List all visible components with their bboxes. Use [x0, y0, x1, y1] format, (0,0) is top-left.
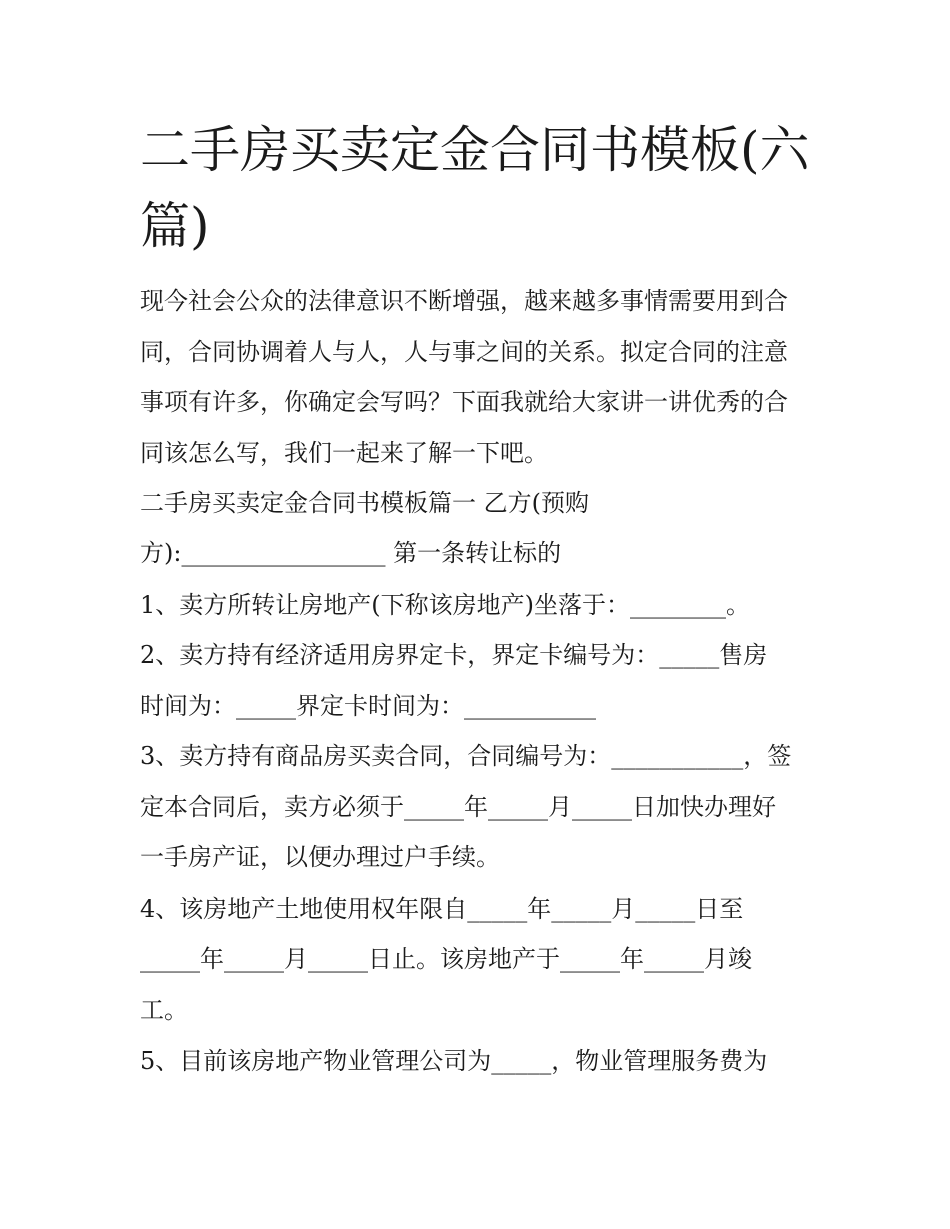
clause-line: 5、目前该房地产物业管理公司为_____，物业管理服务费为: [140, 1047, 768, 1075]
title-line-1: 二手房买卖定金合同书模板(六: [140, 121, 810, 179]
clause-line: _____年_____月_____日止。该房地产于_____年_____月竣: [140, 945, 752, 973]
paragraph-line: 同该怎么写，我们一起来了解一下吧。: [140, 439, 548, 467]
clause-line: 定本合同后，卖方必须于_____年_____月_____日加快办理好: [140, 793, 776, 821]
paragraph-line: 方):_________________ 第一条转让标的: [140, 539, 562, 567]
clause-line: 时间为：_____界定卡时间为：___________: [140, 692, 596, 720]
section-heading-line: 二手房买卖定金合同书模板篇一 乙方(预购: [140, 489, 589, 517]
clause-line: 工。: [140, 996, 188, 1024]
paragraph-line: 事项有许多，你确定会写吗？下面我就给大家讲一讲优秀的合: [140, 388, 788, 416]
clause-line: 2、卖方持有经济适用房界定卡，界定卡编号为：_____售房: [140, 641, 768, 669]
clause-line: 1、卖方所转让房地产(下称该房地产)坐落于：________。: [140, 591, 750, 619]
clause-line: 3、卖方持有商品房买卖合同，合同编号为：___________，签: [140, 742, 792, 770]
title-line-2: 篇): [140, 197, 210, 255]
clause-line: 4、该房地产土地使用权年限自_____年_____月_____日至: [140, 895, 744, 923]
paragraph-line: 现今社会公众的法律意识不断增强，越来越多事情需要用到合: [140, 287, 788, 315]
document-title: [140, 112, 820, 264]
clause-line: 一手房产证，以便办理过户手续。: [140, 843, 500, 871]
paragraph-line: 同，合同协调着人与人，人与事之间的关系。拟定合同的注意: [140, 338, 788, 366]
